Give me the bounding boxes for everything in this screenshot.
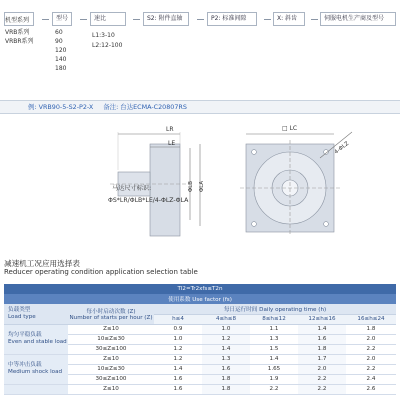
starts-cell: 30≤Z≤100 [68, 374, 154, 384]
factor-cell: 1.4 [154, 364, 202, 374]
hours-col-4: 12≤h≤16 [298, 314, 346, 324]
gear-type-box [273, 12, 305, 26]
factor-cell: 1.9 [250, 374, 298, 384]
starts-cell: Z≤10 [68, 354, 154, 364]
code-separator [311, 19, 318, 20]
caption-line-1: 马达尺寸标识: [112, 185, 152, 192]
factor-cell: 1.0 [154, 334, 202, 344]
factor-cell: 2.2 [250, 384, 298, 394]
frame-label: 型号 [56, 15, 69, 22]
load-type-medium [4, 354, 68, 384]
motor-label: 伺服电机生产商及型号 [324, 15, 385, 22]
load-type-medium-en: Medium shock load [8, 369, 63, 375]
starts-cell: Z≤10 [68, 324, 154, 334]
code-separator [264, 19, 271, 20]
factor-cell: 1.8 [298, 344, 346, 354]
hours-col-3: 8≤h≤12 [250, 314, 298, 324]
shaft-box [143, 12, 189, 26]
frame-option-120: 120 [55, 47, 67, 54]
factor-cell: 2.2 [346, 344, 396, 354]
frame-option-140: 140 [55, 56, 67, 63]
factor-cell: 1.5 [250, 344, 298, 354]
factor-cell: 1.7 [298, 354, 346, 364]
backlash-box [207, 12, 257, 26]
factor-header: 使用系数 Use factor (fs) [4, 294, 396, 304]
example-code: 例: VRB90-5-S2-P2-X [28, 103, 94, 111]
factor-cell: 1.1 [250, 324, 298, 334]
operating-condition-table [4, 284, 396, 395]
code-separator [42, 19, 49, 20]
factor-cell: 2.0 [298, 364, 346, 374]
ratio-box [90, 12, 126, 26]
factor-cell: 1.4 [250, 354, 298, 364]
example-bar [0, 100, 400, 114]
series-label: 机型系列 [5, 17, 30, 24]
daily-time-header: 每日运行时间 Daily operating time (h) [154, 304, 396, 314]
formula-header: Tl2=Tr2xfs≤T2n [4, 284, 396, 294]
load-type-en: Load type [8, 313, 36, 320]
frame-option-60: 60 [55, 29, 63, 36]
frame-box [52, 12, 72, 26]
factor-cell: 1.6 [154, 374, 202, 384]
factor-cell: 1.6 [202, 364, 250, 374]
load-type-even-en: Even and stable load [8, 339, 67, 345]
hours-col-2: 4≤h≤8 [202, 314, 250, 324]
factor-cell: 1.4 [298, 324, 346, 334]
factor-cell: 1.6 [154, 384, 202, 394]
side-view [110, 132, 200, 236]
factor-cell: 1.3 [250, 334, 298, 344]
factor-cell: 1.8 [202, 384, 250, 394]
factor-cell: 1.65 [250, 364, 298, 374]
hours-col-1: h≤4 [154, 314, 202, 324]
dim-4lz-label: 4-ΦLZ [333, 140, 351, 156]
code-separator [133, 19, 140, 20]
ratio-option-l2: L2:12-100 [92, 42, 123, 49]
table-row [4, 384, 396, 394]
dim-la-label: ΦLA [199, 180, 205, 192]
factor-cell: 1.0 [202, 324, 250, 334]
load-type-cn: 负载类型 [8, 306, 31, 313]
series-option-vrb: VRB系列 [5, 29, 30, 36]
hours-col-5: 16≤h≤24 [346, 314, 396, 324]
factor-cell: 2.6 [346, 384, 396, 394]
load-type-even-cn: 均匀平稳负载 [8, 332, 42, 338]
example-note: 备注: 台达ECMA-C20807RS [103, 103, 187, 111]
factor-cell: 2.0 [346, 334, 396, 344]
factor-cell: 1.8 [202, 374, 250, 384]
starts-cell: 30≤Z≤100 [68, 344, 154, 354]
factor-cell: 0.9 [154, 324, 202, 334]
code-separator [80, 19, 87, 20]
front-view [240, 132, 352, 236]
factor-cell: 1.2 [202, 334, 250, 344]
starts-cell: 10≤Z≤30 [68, 334, 154, 344]
gear-type-label: X: 斜齿 [277, 15, 298, 22]
starts-cell: Z≤10 [68, 384, 154, 394]
factor-cell: 1.2 [154, 344, 202, 354]
table-row [4, 354, 396, 364]
factor-cell: 2.2 [346, 364, 396, 374]
factor-cell: 1.6 [298, 334, 346, 344]
load-type-header [4, 304, 68, 324]
table-row [4, 324, 396, 334]
code-separator [197, 19, 204, 20]
factor-cell: 1.3 [202, 354, 250, 364]
section-title-en: Reducer operating condition application selection table [4, 268, 198, 276]
backlash-label: P2: 标准间隙 [211, 15, 247, 22]
starts-header [68, 304, 154, 324]
factor-cell: 2.2 [298, 384, 346, 394]
dim-lr-label: LR [166, 126, 174, 133]
factor-cell: 2.2 [298, 374, 346, 384]
series-option-vrbr: VRBR系列 [5, 38, 34, 45]
frame-option-90: 90 [55, 38, 63, 45]
load-type-even [4, 324, 68, 354]
ratio-label: 速比 [94, 15, 107, 22]
starts-cell: 10≤Z≤30 [68, 364, 154, 374]
caption-line-2: ΦS*LR/ΦLB*LE/4-ΦLZ-ΦLA [108, 197, 189, 204]
factor-cell: 2.4 [346, 374, 396, 384]
factor-cell: 1.4 [202, 344, 250, 354]
ratio-option-l1: L1:3-10 [92, 32, 115, 39]
factor-cell: 1.2 [154, 354, 202, 364]
section-title-cn: 减速机工况应用选择表 [4, 259, 80, 268]
frame-option-180: 180 [55, 65, 67, 72]
dim-lb-label: ΦLB [188, 181, 194, 192]
dim-lc-label: □ LC [282, 125, 298, 132]
motor-box [320, 12, 396, 26]
load-type-medium-cn: 中等冲击负载 [8, 362, 42, 368]
factor-cell: 1.8 [346, 324, 396, 334]
load-type-heavy [4, 384, 68, 394]
factor-cell: 2.0 [346, 354, 396, 364]
shaft-label: S2: 附件直轴 [147, 15, 183, 22]
motor-flange-drawing [0, 114, 400, 244]
starts-en: Number of starts per hour (Z) [69, 314, 153, 321]
starts-cn: 每小时启动次数 (Z) [86, 308, 136, 315]
dim-le-label: LE [168, 140, 176, 147]
model-code-row [0, 0, 400, 86]
